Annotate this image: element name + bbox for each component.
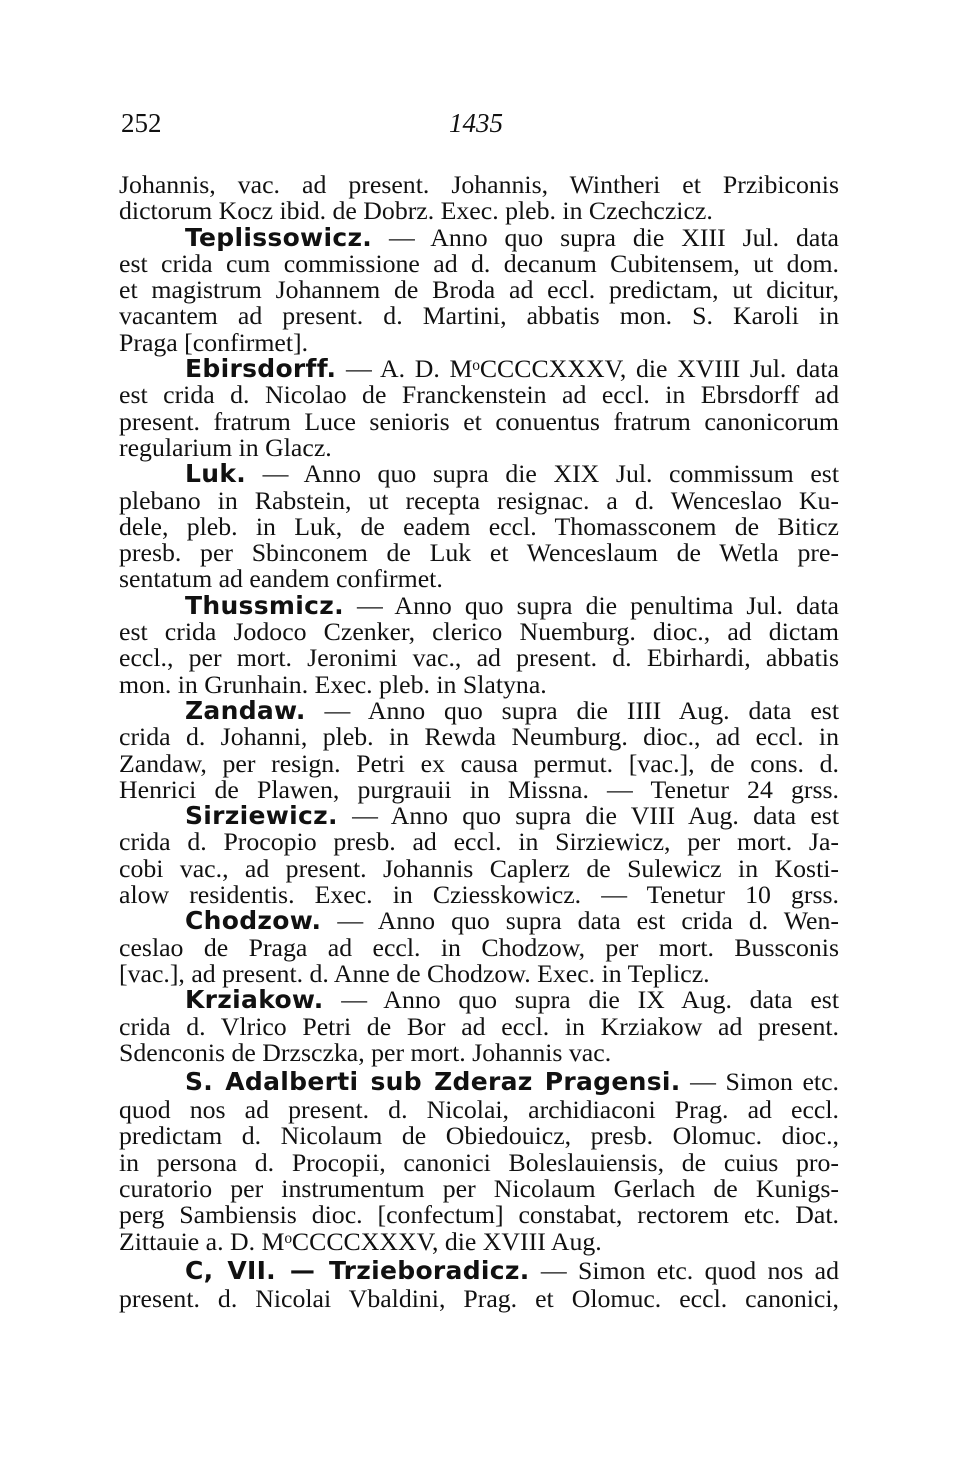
line-text: ceslao de Praga ad eccl. in Chodzow, per mort. Bussconis [119,932,839,962]
text-line [119,1283,839,1313]
entry-heading: Chodzow. [185,906,322,936]
text-line [119,566,839,592]
entry-first-line [119,695,839,725]
line-text: crida d. Procopio presb. ad eccl. in Sirziewicz, per mort. Ja- [119,827,839,857]
line-text: — Anno quo supra die IX Aug. data est [323,985,839,1015]
entry-heading: Krziakow. [185,985,324,1015]
line-text: Zandaw, per resign. Petri ex causa permut. [vac.], de cons. d. [119,748,839,778]
line-text: dele, pleb. in Luk, de eadem eccl. Thomassconem de Biticz [119,511,839,541]
line-text: eccl., per mort. Jeronimi vac., ad present. d. Ebirhardi, abbatis [119,643,839,673]
entry-first-line [119,356,839,382]
entry-heading: Thussmicz. [185,590,344,620]
line-text: cobi vac., ad present. Johannis Caplerz de Sulewicz in Kosti- [119,853,839,883]
entry-heading: Ebirsdorff. [185,354,337,384]
text-line [119,853,839,883]
text-line [119,958,839,988]
line-text: perg Sambiensis dioc. [confectum] constabat, rectorem etc. Dat. [119,1200,839,1230]
text-line [119,511,839,541]
line-text: in persona d. Procopii, canonici Boleslauiensis, de cuius pro- [119,1147,839,1177]
text-line [119,645,839,671]
line-text: predictam d. Nicolaum de Obiedouicz, presb. Olomuc. dioc., [119,1121,839,1151]
line-text: Praga [confirmet]. [119,327,309,357]
entry-first-line [119,803,839,829]
text-line [119,172,839,198]
text-line [119,277,839,303]
line-text: — Anno quo supra die penultima Jul. data [343,590,839,620]
text-line [119,1226,839,1256]
line-text: quod nos ad present. d. Nicolai, archidiaconi Prag. ad eccl. [119,1095,839,1125]
line-text: — Anno quo supra data est crida d. Wen- [321,906,839,936]
line-text: present. fratrum Luce senioris et conuentus fratrum canonicorum [119,406,839,436]
entry-heading: Teplissowicz. [185,222,373,252]
line-text: Zittauie a. D. MᵒCCCCXXXV, die XVIII Aug. [119,1226,602,1256]
line-text: presb. per Sbinconem de Luk et Wenceslaum de Wetla pre- [119,538,839,568]
entry-first-line [119,1255,839,1286]
entry-first-line [119,908,839,934]
text-line [119,382,839,408]
entry-heading: Zandaw. [185,695,306,725]
entry-first-line [119,1066,839,1097]
line-text: [vac.], ad present. d. Anne de Chodzow. Exec. in Teplicz. [119,958,710,988]
entry-heading: Luk. [185,459,247,489]
text-line [119,724,839,750]
text-line [119,198,839,224]
text-line [119,619,839,645]
entry-first-line [119,590,839,620]
line-text: — Anno quo supra die VIII Aug. data est [337,801,839,831]
entry-heading: Sirziewicz. [185,801,338,831]
entry-first-line [119,222,839,252]
line-text: est crida Jodoco Czenker, clerico Nuemburg. dioc., ad dictam [119,617,839,647]
text-line [119,406,839,436]
line-text: vacantem ad present. d. Martini, abbatis mon. S. Karoli in [119,301,839,331]
line-text: crida d. Vlrico Petri de Bor ad eccl. in Krziakow ad present. [119,1011,839,1041]
text-line [119,1097,839,1123]
line-text: dictorum Kocz ibid. de Dobrz. Exec. pleb. in Czechczicz. [119,196,713,226]
text-line [119,1037,839,1067]
line-text: est crida d. Nicolao de Franckenstein ad eccl. in Ebrsdorff ad [119,380,839,410]
line-text: curatorio per instrumentum per Nicolaum Gerlach de Kunigs- [119,1173,839,1203]
line-text: plebano in Rabstein, ut recepta resignac. a d. Wenceslao Ku- [119,485,839,515]
line-text: est crida cum commissione ad d. decanum Cubitensem, ut dom. [119,248,839,278]
text-line [119,303,839,329]
running-year: 1435 [449,108,503,138]
text-line [119,774,839,804]
entry-heading: C, VII. — Trzieboradicz. [185,1255,530,1285]
line-text: et magistrum Johannem de Broda ad eccl. predictam, ut dicitur, [119,275,839,305]
line-text: present. d. Nicolai Vbaldini, Prag. et Olomuc. eccl. canonici, [119,1283,839,1313]
text-line [119,432,839,462]
text-body [119,172,839,1312]
text-line [119,748,839,778]
line-text: Johannis, vac. ad present. Johannis, Wintheri et Przibiconis [119,170,839,199]
line-text: — Anno quo supra die IIII Aug. data est [305,695,839,725]
line-text: sentatum ad eandem confirmet. [119,564,443,594]
text-line [119,327,839,357]
line-text: Henrici de Plawen, purgrauii in Missna. — Tenetur 24 grss. [119,774,839,804]
text-line [119,1011,839,1041]
line-text: — Anno quo supra die XIII Jul. data [372,222,839,252]
line-text: alow residentis. Exec. in Cziesskowicz. — Tenetur 10 grss. [119,880,839,910]
text-line [119,540,839,566]
line-text: crida d. Johanni, pleb. in Rewda Neumburg. dioc., ad eccl. in [119,722,839,752]
text-line [119,248,839,278]
entry-first-line [119,461,839,487]
text-line [119,882,839,908]
text-line [119,932,839,962]
text-line [119,829,839,855]
text-line [119,669,839,699]
line-text: — Simon etc. [680,1067,839,1097]
text-line [119,1123,839,1149]
running-header [119,108,839,148]
line-text: — Simon etc. quod nos ad [529,1255,839,1285]
entry-first-line [119,987,839,1013]
text-line [119,485,839,515]
line-text: Sdenconis de Drzsczka, per mort. Johannis vac. [119,1037,612,1067]
line-text: — Anno quo supra die XIX Jul. commissum est [246,459,839,489]
entry-heading: S. Adalberti sub Zderaz Pragensi. [185,1067,681,1097]
page-number: 252 [121,108,162,138]
text-line [119,1202,839,1228]
line-text: regularium in Glacz. [119,432,332,462]
line-text: mon. in Grunhain. Exec. pleb. in Slatyna. [119,669,547,699]
line-text: — A. D. MᵒCCCCXXXV, die XVIII Jul. data [336,354,839,384]
text-line [119,1173,839,1203]
text-line [119,1147,839,1177]
